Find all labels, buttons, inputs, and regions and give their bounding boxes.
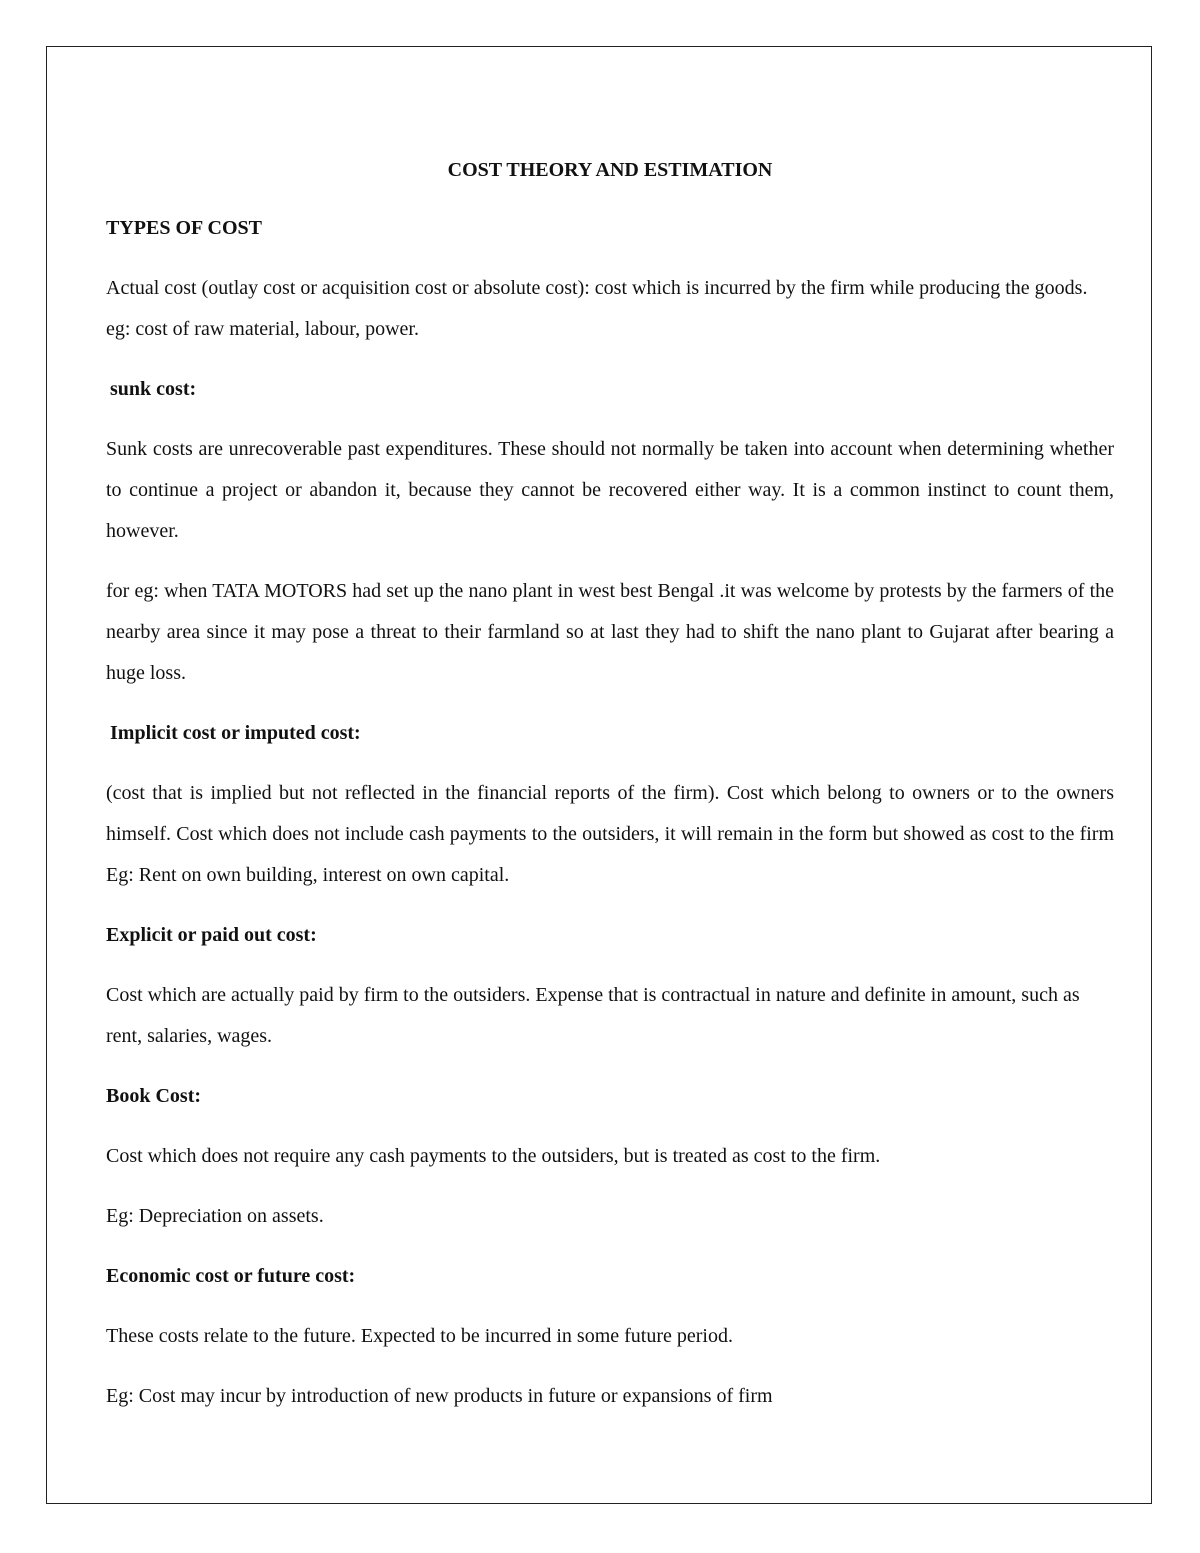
document-title: COST THEORY AND ESTIMATION — [447, 159, 773, 181]
sunk-cost-example: for eg: when TATA MOTORS had set up the nano plant in west best Bengal .it was welcome by protests by the farmers of the nearby area since it may pose a threat to their farmland so at last they had to shift the nano plant to Gujarat after bearing a huge loss. — [106, 580, 1114, 684]
economic-cost-paragraph: These costs relate to the future. Expected to be incurred in some future period. — [106, 1325, 733, 1347]
implicit-cost-paragraph: (cost that is implied but not reflected in the financial reports of the firm). Cost which belong to owners or to the owners himself. Cost which does not include cash payments to the outsiders, it will remain in the form but showed as cost to the firm Eg: Rent on own building, interest on own capital. — [106, 782, 1114, 886]
explicit-cost-heading: Explicit or paid out cost: — [106, 924, 317, 946]
implicit-cost-heading: Implicit cost or imputed cost: — [110, 722, 361, 744]
sunk-cost-heading: sunk cost: — [110, 378, 197, 400]
section-heading-types-of-cost: TYPES OF COST — [106, 217, 262, 239]
book-cost-example: Eg: Depreciation on assets. — [106, 1205, 324, 1227]
document-body — [106, 150, 1114, 1436]
economic-cost-example: Eg: Cost may incur by introduction of new products in future or expansions of firm — [106, 1385, 773, 1407]
book-cost-paragraph: Cost which does not require any cash payments to the outsiders, but is treated as cost to the firm. — [106, 1145, 881, 1167]
sunk-cost-paragraph: Sunk costs are unrecoverable past expenditures. These should not normally be taken into account when determining whether to continue a project or abandon it, because they cannot be recovered either way. It is a common instinct to count them, however. — [106, 438, 1114, 542]
economic-cost-heading: Economic cost or future cost: — [106, 1265, 356, 1287]
book-cost-heading: Book Cost: — [106, 1085, 202, 1107]
explicit-cost-paragraph: Cost which are actually paid by firm to the outsiders. Expense that is contractual in nature and definite in amount, such as rent, salaries, wages. — [106, 984, 1080, 1047]
actual-cost-paragraph: Actual cost (outlay cost or acquisition cost or absolute cost): cost which is incurred by the firm while producing the goods. eg: cost of raw material, labour, power. — [106, 277, 1088, 340]
